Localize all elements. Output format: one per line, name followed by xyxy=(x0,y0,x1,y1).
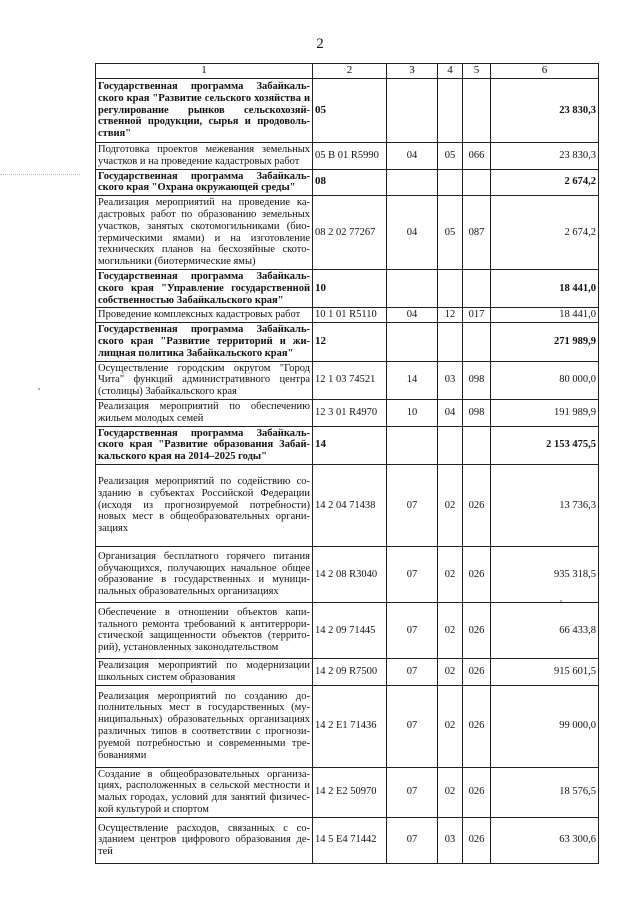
row-amount-cell: 23 830,3 xyxy=(491,143,599,170)
row-amount-cell: 18 576,5 xyxy=(491,767,599,817)
table-row xyxy=(96,546,599,602)
table-row xyxy=(96,399,599,426)
row-amount-cell: 18 441,0 xyxy=(491,308,599,323)
program-row xyxy=(96,169,599,196)
row-subsection-cell xyxy=(438,269,463,307)
row-section-cell: 07 xyxy=(387,817,438,863)
row-section-cell xyxy=(387,269,438,307)
row-name-cell: Организация бесплатного горячего питания обучающихся, получающих начальное общее образование в государственных и муници-пальных образовательных организациях xyxy=(96,546,313,602)
row-section-cell: 10 xyxy=(387,399,438,426)
row-subsection-cell: 03 xyxy=(438,817,463,863)
row-name-cell: Реализация мероприятий по содействию со-зданию в субъектах Российской Федерации (исходя из прогнозируемой потребности) новых мест в общеобразовательных органи-зациях xyxy=(96,464,313,546)
row-subsection-cell: 03 xyxy=(438,361,463,399)
row-name-cell: Государственная программа Забайкаль-ского края "Охрана окружающей среды" xyxy=(96,169,313,196)
scan-speck xyxy=(38,388,40,390)
row-code-cell: 08 2 02 77267 xyxy=(313,196,387,270)
row-type-cell: 087 xyxy=(463,196,491,270)
row-code-cell: 14 2 08 R3040 xyxy=(313,546,387,602)
column-header: 2 xyxy=(313,64,387,79)
row-subsection-cell xyxy=(438,79,463,143)
budget-table xyxy=(95,63,599,864)
row-section-cell: 07 xyxy=(387,767,438,817)
row-amount-cell: 66 433,8 xyxy=(491,602,599,658)
row-subsection-cell: 02 xyxy=(438,546,463,602)
row-subsection-cell xyxy=(438,426,463,464)
row-name-cell: Создание в общеобразовательных организа-циях, расположенных в сельской местности и малых городах, условий для занятий физичес-кой культурой и спортом xyxy=(96,767,313,817)
row-type-cell xyxy=(463,79,491,143)
program-row xyxy=(96,79,599,143)
row-amount-cell: 13 736,3 xyxy=(491,464,599,546)
row-name-cell: Проведение комплексных кадастровых работ xyxy=(96,308,313,323)
row-type-cell: 026 xyxy=(463,464,491,546)
row-section-cell: 07 xyxy=(387,602,438,658)
row-section-cell xyxy=(387,323,438,361)
row-name-cell: Осуществление расходов, связанных с со-зданием центров цифрового образования де-тей xyxy=(96,817,313,863)
row-code-cell: 12 3 01 R4970 xyxy=(313,399,387,426)
row-name-cell: Реализация мероприятий на проведение ка-дастровых работ по образованию земельных участков, занятых скотомогильниками (био-термическими ямами) и на изготовление технических планов на бесхозяйные ското-могильники (биотермические ямы) xyxy=(96,196,313,270)
row-subsection-cell xyxy=(438,169,463,196)
row-section-cell: 07 xyxy=(387,464,438,546)
row-code-cell: 14 2 E2 50970 xyxy=(313,767,387,817)
table-row xyxy=(96,464,599,546)
table-row xyxy=(96,817,599,863)
table-row xyxy=(96,143,599,170)
row-type-cell: 066 xyxy=(463,143,491,170)
row-section-cell xyxy=(387,426,438,464)
row-subsection-cell: 04 xyxy=(438,399,463,426)
row-subsection-cell: 02 xyxy=(438,464,463,546)
row-amount-cell: 2 674,2 xyxy=(491,169,599,196)
program-row xyxy=(96,323,599,361)
row-amount-cell: 2 153 475,5 xyxy=(491,426,599,464)
row-code-cell: 14 2 E1 71436 xyxy=(313,685,387,767)
row-name-cell: Государственная программа Забайкаль-ского края "Развитие сельского хозяйства и регулирование рынков сельскохозяй-ственной продукции, сырья и продоволь-ствия" xyxy=(96,79,313,143)
row-type-cell xyxy=(463,269,491,307)
row-section-cell: 04 xyxy=(387,196,438,270)
row-amount-cell: 80 000,0 xyxy=(491,361,599,399)
table-header-row xyxy=(96,64,599,79)
table-row xyxy=(96,658,599,685)
table-row xyxy=(96,767,599,817)
row-code-cell: 14 2 04 71438 xyxy=(313,464,387,546)
row-type-cell: 098 xyxy=(463,399,491,426)
row-section-cell: 04 xyxy=(387,143,438,170)
column-header: 3 xyxy=(387,64,438,79)
row-amount-cell: 191 989,9 xyxy=(491,399,599,426)
row-section-cell: 14 xyxy=(387,361,438,399)
column-header: 5 xyxy=(463,64,491,79)
row-amount-cell: 18 441,0 xyxy=(491,269,599,307)
row-subsection-cell: 02 xyxy=(438,685,463,767)
row-amount-cell: 63 300,6 xyxy=(491,817,599,863)
row-type-cell xyxy=(463,169,491,196)
row-name-cell: Государственная программа Забайкаль-ского края "Управление государственной собственностью Забайкальского края" xyxy=(96,269,313,307)
row-type-cell xyxy=(463,426,491,464)
row-amount-cell: 2 674,2 xyxy=(491,196,599,270)
row-name-cell: Реализация мероприятий по модернизации школьных систем образования xyxy=(96,658,313,685)
row-name-cell: Осуществление городским округом "Город Чита" функций административного центра (столицы) Забайкальского края xyxy=(96,361,313,399)
row-subsection-cell: 02 xyxy=(438,658,463,685)
row-code-cell: 10 1 01 R5110 xyxy=(313,308,387,323)
row-section-cell: 07 xyxy=(387,546,438,602)
row-code-cell: 14 xyxy=(313,426,387,464)
row-amount-cell: 99 000,0 xyxy=(491,685,599,767)
row-type-cell: 017 xyxy=(463,308,491,323)
row-code-cell: 05 xyxy=(313,79,387,143)
row-subsection-cell xyxy=(438,323,463,361)
row-amount-cell: 935 318,5 xyxy=(491,546,599,602)
row-amount-cell: 915 601,5 xyxy=(491,658,599,685)
row-section-cell: 07 xyxy=(387,685,438,767)
row-amount-cell: 23 830,3 xyxy=(491,79,599,143)
row-code-cell: 12 xyxy=(313,323,387,361)
row-type-cell: 026 xyxy=(463,817,491,863)
row-subsection-cell: 05 xyxy=(438,196,463,270)
row-code-cell: 12 1 03 74521 xyxy=(313,361,387,399)
scan-artifact-line xyxy=(0,174,80,175)
row-code-cell: 14 2 09 71445 xyxy=(313,602,387,658)
table-row xyxy=(96,602,599,658)
row-subsection-cell: 05 xyxy=(438,143,463,170)
column-header: 6 xyxy=(491,64,599,79)
row-name-cell: Государственная программа Забайкаль-ского края "Развитие территорий и жи-лищная политика Забайкальского края" xyxy=(96,323,313,361)
row-code-cell: 14 2 09 R7500 xyxy=(313,658,387,685)
row-code-cell: 10 xyxy=(313,269,387,307)
row-type-cell xyxy=(463,323,491,361)
row-subsection-cell: 02 xyxy=(438,602,463,658)
table-row xyxy=(96,308,599,323)
column-header: 1 xyxy=(96,64,313,79)
row-code-cell: 08 xyxy=(313,169,387,196)
row-type-cell: 026 xyxy=(463,685,491,767)
row-type-cell: 026 xyxy=(463,602,491,658)
table-row xyxy=(96,685,599,767)
row-section-cell xyxy=(387,79,438,143)
row-name-cell: Обеспечение в отношении объектов капи-тального ремонта требований к антитеррори-стической защищенности объектов (террито-рий), установленных законодательством xyxy=(96,602,313,658)
row-name-cell: Государственная программа Забайкаль-ского края "Развитие образования Забай-кальского края на 2014–2025 годы" xyxy=(96,426,313,464)
row-subsection-cell: 02 xyxy=(438,767,463,817)
row-amount-cell: 271 989,9 xyxy=(491,323,599,361)
row-name-cell: Реализация мероприятий по созданию до-полнительных мест в государственных (му-ниципальных) образовательных организациях различных типов в соответствии с прогнози-руемой потребностью и современными тре-бованиями xyxy=(96,685,313,767)
row-section-cell xyxy=(387,169,438,196)
program-row xyxy=(96,269,599,307)
row-type-cell: 026 xyxy=(463,658,491,685)
column-header: 4 xyxy=(438,64,463,79)
table-row xyxy=(96,196,599,270)
row-code-cell: 14 5 E4 71442 xyxy=(313,817,387,863)
row-type-cell: 098 xyxy=(463,361,491,399)
page-number: 2 xyxy=(316,36,324,52)
row-section-cell: 07 xyxy=(387,658,438,685)
row-type-cell: 026 xyxy=(463,546,491,602)
row-subsection-cell: 12 xyxy=(438,308,463,323)
row-code-cell: 05 В 01 R5990 xyxy=(313,143,387,170)
row-section-cell: 04 xyxy=(387,308,438,323)
row-name-cell: Реализация мероприятий по обеспечению жильем молодых семей xyxy=(96,399,313,426)
row-type-cell: 026 xyxy=(463,767,491,817)
table-row xyxy=(96,361,599,399)
row-name-cell: Подготовка проектов межевания земельных участков и на проведение кадастровых работ xyxy=(96,143,313,170)
program-row xyxy=(96,426,599,464)
